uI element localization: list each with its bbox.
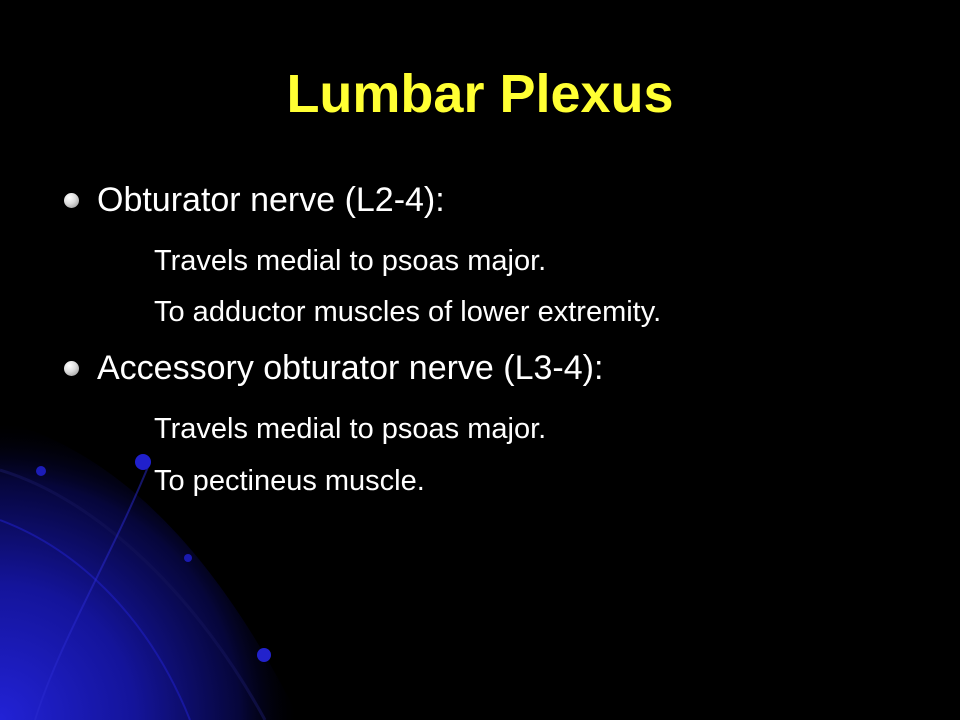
- bullet-text: Accessory obturator nerve (L3-4):: [97, 349, 604, 387]
- background-dot: [184, 554, 192, 562]
- sphere-bullet-icon: [64, 361, 79, 376]
- bullet-item: [64, 348, 603, 388]
- bullet-text: Obturator nerve (L2-4):: [97, 181, 445, 219]
- background-dot: [36, 466, 46, 476]
- background-dot: [257, 648, 271, 662]
- sub-point: Travels medial to psoas major.: [154, 413, 547, 445]
- slide-title: Lumbar Plexus: [286, 64, 674, 124]
- sphere-bullet-icon: [64, 193, 79, 208]
- sub-point: Travels medial to psoas major.: [154, 245, 547, 277]
- sub-point: To pectineus muscle.: [154, 465, 425, 497]
- sub-point: To adductor muscles of lower extremity.: [154, 296, 662, 328]
- background-dot: [135, 454, 151, 470]
- bullet-item: [64, 180, 445, 220]
